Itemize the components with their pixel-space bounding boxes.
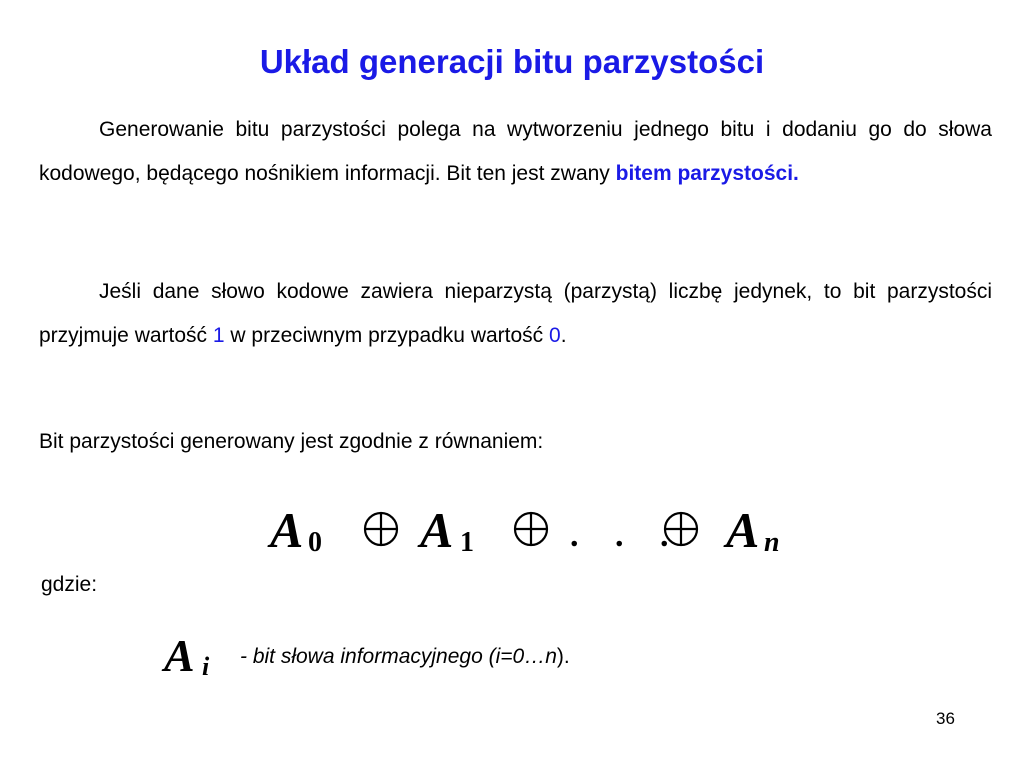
- formula-sub-1: 1: [460, 527, 474, 558]
- definition-var-a: A: [164, 630, 195, 681]
- definition-text-3: ).: [556, 645, 570, 668]
- paragraph-parity-rule: [39, 270, 992, 358]
- definition-text: [240, 642, 570, 672]
- formula-sub-n: n: [764, 527, 780, 558]
- paragraph-text-part1: Jeśli dane słowo kodowe zawiera nieparzystą (parzystą) liczbę jedynek, to bit parzystości przyjmuje wartość: [39, 280, 992, 347]
- value-one: 1: [212, 324, 225, 347]
- definition-text-1: - bit słowa informacyjnego (: [240, 645, 496, 668]
- paragraph-parity-generation: [39, 108, 992, 196]
- highlight-term: bitem parzystości.: [615, 162, 799, 185]
- page-number: 36: [936, 709, 955, 728]
- equation-intro: Bit parzystości generowany jest zgodnie z równaniem:: [39, 430, 544, 453]
- paragraph-text: Generowanie bitu parzystości polega na wytworzeniu jednego bitu i dodaniu go do słowa kodowego, będącego nośnikiem informacji. Bit ten jest zwany: [39, 118, 992, 185]
- xor-operator-icon: [362, 510, 400, 548]
- value-zero: 0: [549, 324, 561, 347]
- definition-range: i=0…n: [495, 645, 557, 668]
- xor-operator-icon: [512, 510, 550, 548]
- formula-var-an: A: [726, 502, 760, 558]
- definition-line: [164, 628, 764, 684]
- slide-title: Układ generacji bitu parzystości: [259, 43, 765, 80]
- paragraph-text-part3: .: [560, 324, 567, 347]
- definition-sub-i: i: [202, 652, 210, 681]
- where-label: gdzie:: [41, 573, 98, 596]
- formula-var-a1: A: [420, 502, 454, 558]
- formula-sub-0: 0: [308, 527, 322, 558]
- paragraph-text-part2: w przeciwnym przypadku wartość: [224, 324, 550, 347]
- xor-operator-icon: [662, 510, 700, 548]
- formula-var-a0: A: [270, 502, 304, 558]
- formula-ellipsis: . . .: [570, 517, 683, 554]
- parity-formula: [270, 498, 810, 568]
